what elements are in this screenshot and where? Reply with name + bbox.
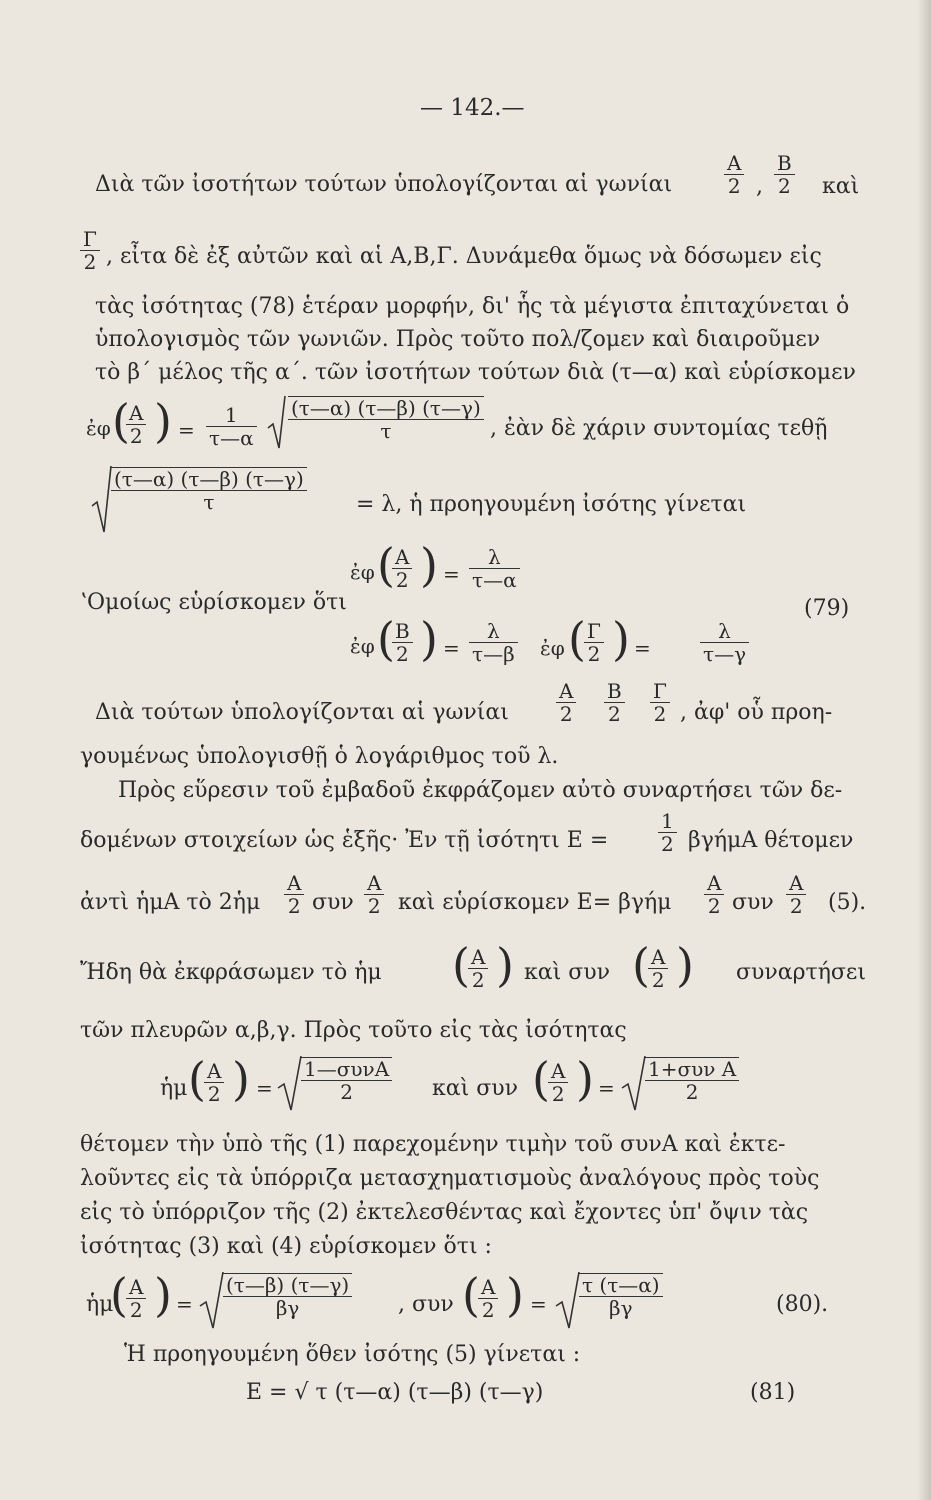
text-line: Ἡ προηγουμένη ὅθεν ἰσότης (5) γίνεται : <box>124 1342 581 1367</box>
fraction-a-2: Α 2 <box>556 680 576 725</box>
fraction-a-2: Α 2 <box>724 152 744 197</box>
text-line: = λ, ἡ προηγουμένη ἰσότης γίνεται <box>356 492 747 517</box>
equals-sign: = <box>634 636 651 660</box>
text-line: τῶν πλευρῶν α,β,γ. Πρὸς τοῦτο εἰς τὰς ἰσότητας <box>80 1018 627 1043</box>
text-line: Πρὸς εὕρεσιν τοῦ ἐμβαδοῦ ἐκφράζομεν αὐτὸ συναρτήσει τῶν δε- <box>118 778 843 803</box>
equals-sign: = <box>443 562 460 586</box>
fraction-b-2: Β 2 <box>392 620 413 665</box>
radical-sign <box>276 1054 302 1112</box>
fraction-a-2: Α 2 <box>468 946 488 991</box>
comma: , <box>756 174 763 199</box>
left-paren: ( <box>377 612 395 666</box>
tan-symbol: ἐφ <box>350 634 375 658</box>
text-line: , συν <box>398 1292 454 1317</box>
text-line: συναρτήσει <box>736 960 866 985</box>
left-paren: ( <box>462 1268 480 1322</box>
left-paren: ( <box>188 1052 206 1106</box>
right-paren: ) <box>676 938 694 992</box>
text-line: καὶ συν <box>524 960 610 985</box>
fraction-1-plus-cos-a-over-2: 1+συν Α 2 <box>645 1057 739 1103</box>
right-paren: ) <box>612 612 630 666</box>
fraction-1-minus-cos-a-over-2: 1—συνΑ 2 <box>301 1057 392 1103</box>
text-line: καὶ συν <box>432 1076 518 1101</box>
right-paren: ) <box>232 1052 250 1106</box>
text-line: γουμένως ὑπολογισθῇ ὁ λογάριθμος τοῦ λ. <box>80 744 559 769</box>
equation-number: (80). <box>776 1292 829 1317</box>
text-line: τὰς ἰσότητας (78) ἑτέραν μορφήν, δι' ἧς τὰ μέγιστα ἐπιταχύνεται ὁ <box>95 294 850 319</box>
fraction-a-2: Α 2 <box>364 872 384 917</box>
fraction-b-2: Β 2 <box>774 152 795 197</box>
right-paren: ) <box>154 394 172 448</box>
text-line: Διὰ τῶν ἰσοτήτων τούτων ὑπολογίζονται αἱ γωνίαι <box>95 172 673 197</box>
fraction-radicand: (τ—α) (τ—β) (τ—γ) τ <box>111 467 307 513</box>
fraction-radicand-80a: (τ—β) (τ—γ) βγ <box>223 1273 352 1319</box>
fraction-g-2: Γ 2 <box>80 228 100 273</box>
left-paren: ( <box>452 938 470 992</box>
fraction-lambda-over-t-b: λ τ—β <box>469 620 518 665</box>
fraction-b-2: Β 2 <box>604 680 625 725</box>
right-paren: ) <box>154 1268 172 1322</box>
right-paren: ) <box>506 1268 524 1322</box>
fraction-g-2: Γ 2 <box>650 680 670 725</box>
fraction-a-2: Α 2 <box>704 872 724 917</box>
radical-sign <box>266 394 286 450</box>
text-line: Ἤδη θὰ ἐκφράσωμεν τὸ ἡμ <box>80 960 382 985</box>
text-line: (5). <box>828 890 867 915</box>
text-line: εἰς τὸ ὑπόρριζον τῆς (2) ἐκτελεσθέντας καὶ ἔχοντες ὑπ' ὄψιν τὰς <box>80 1200 809 1225</box>
fraction-a-2: Α 2 <box>204 1060 224 1105</box>
text-line: τὸ β΄ μέλος τῆς α΄. τῶν ἰσοτήτων τούτων διὰ (τ—α) καὶ εὑρίσκομεν <box>95 360 856 385</box>
right-paren: ) <box>496 938 514 992</box>
equation-number: (81) <box>750 1380 796 1405</box>
tan-symbol: ἐφ <box>540 636 565 660</box>
radical-sign <box>554 1270 580 1330</box>
right-paren: ) <box>576 1052 594 1106</box>
left-paren: ( <box>112 394 130 448</box>
page-number: — 142.— <box>420 95 525 121</box>
fraction-a-2: Α 2 <box>126 402 146 447</box>
text-line: Διὰ τούτων ὑπολογίζονται αἱ γωνίαι <box>95 700 509 725</box>
equals-sign: = <box>598 1076 615 1100</box>
left-paren: ( <box>377 538 395 592</box>
fraction-a-2: Α 2 <box>548 1060 568 1105</box>
left-paren: ( <box>110 1268 128 1322</box>
text-line: βγήμΑ θέτομεν <box>688 828 854 853</box>
fraction-1-over-t-a: 1 τ—α <box>206 404 257 449</box>
text-line: ἰσότητας (3) καὶ (4) εὑρίσκομεν ὅτι : <box>80 1234 492 1259</box>
equation-number: (79) <box>804 596 850 621</box>
area-formula: Ε = √ τ (τ—α) (τ—β) (τ—γ) <box>246 1380 544 1405</box>
equals-sign: = <box>176 1292 193 1316</box>
text-line: , εἶτα δὲ ἐξ αὐτῶν καὶ αἱ Α,Β,Γ. Δυνάμεθα ὅμως νὰ δόσωμεν εἰς <box>106 244 822 269</box>
equals-sign: = <box>178 418 195 442</box>
radical-sign <box>620 1054 646 1112</box>
tan-symbol: ἐφ <box>86 416 111 440</box>
equals-sign: = <box>530 1292 547 1316</box>
text-line: λοῦντες εἰς τὰ ὑπόρριζα μετασχηματισμοὺς ἀναλόγους πρὸς τοὺς <box>80 1166 820 1191</box>
equals-sign: = <box>256 1076 273 1100</box>
text-line: , ἀφ' οὗ προη- <box>680 700 833 725</box>
fraction-g-2: Γ 2 <box>584 620 604 665</box>
text-line: ὑπολογισμὸς τῶν γωνιῶν. Πρὸς τοῦτο πολ/ζομεν καὶ διαιροῦμεν <box>95 327 821 352</box>
text-line: ἡμ <box>86 1292 114 1317</box>
text-line: συν <box>312 890 354 915</box>
left-paren: ( <box>632 938 650 992</box>
fraction-lambda-over-t-g: λ τ—γ <box>700 620 749 665</box>
text-line: ʽΟμοίως εὑρίσκομεν ὅτι <box>80 590 347 615</box>
text-line: ἀντὶ ἡμΑ τὸ 2ἡμ <box>80 890 261 915</box>
fraction-radicand-80b: τ (τ—α) βγ <box>579 1273 663 1319</box>
text-line: δομένων στοιχείων ὡς ἑξῆς· Ἐν τῇ ἰσότητι Ε = <box>80 828 609 853</box>
fraction-a-2: Α 2 <box>478 1276 498 1321</box>
fraction-a-2: Α 2 <box>786 872 806 917</box>
tan-symbol: ἐφ <box>350 560 375 584</box>
text-line: καὶ <box>822 174 860 199</box>
radical-sign <box>198 1270 224 1330</box>
text-line: θέτομεν τὴν ὑπὸ τῆς (1) παρεχομένην τιμὴν τοῦ συνΑ καὶ ἐκτε- <box>80 1132 786 1157</box>
radical-sign <box>90 464 112 534</box>
text-line: καὶ εὑρίσκομεν Ε= βγήμ <box>398 890 672 915</box>
right-paren: ) <box>420 612 438 666</box>
right-paren: ) <box>420 538 438 592</box>
left-paren: ( <box>568 612 586 666</box>
equals-sign: = <box>443 636 460 660</box>
fraction-lambda-over-t-a: λ τ—α <box>469 546 520 591</box>
fraction-a-2: Α 2 <box>648 946 668 991</box>
fraction-a-2: Α 2 <box>126 1276 146 1321</box>
fraction-1-over-2: 1 2 <box>658 810 677 855</box>
left-paren: ( <box>532 1052 550 1106</box>
page-edge-shadow <box>917 0 931 1500</box>
text-line: συν <box>732 890 774 915</box>
fraction-a-2: Α 2 <box>284 872 304 917</box>
fraction-radicand: (τ—α) (τ—β) (τ—γ) τ <box>288 396 484 442</box>
text-line: , ἐὰν δὲ χάριν συντομίας τεθῇ <box>490 416 828 441</box>
text-line: ἡμ <box>160 1076 188 1101</box>
fraction-a-2: Α 2 <box>392 546 412 591</box>
